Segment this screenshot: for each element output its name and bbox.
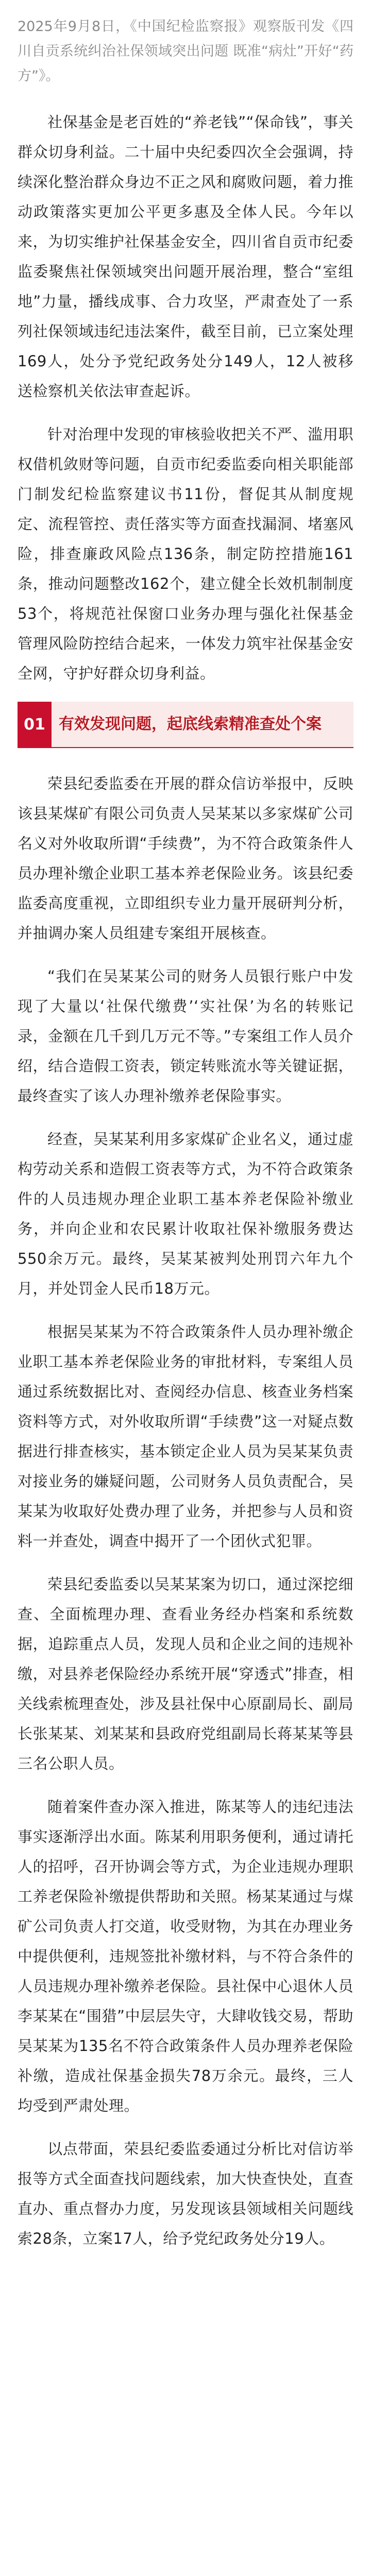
section-number: 01 [18, 702, 52, 747]
article-meta: 2025年9月8日，《中国纪检监察报》观察版刊发《四川自贡系统纠治社保领域突出问题 既准“病灶”开好“药方”》。 [18, 19, 353, 84]
intro-paragraph: 社保基金是老百姓的“养老钱”“保命钱”，事关群众切身利益。二十届中央纪委四次全会强调，持续深化整治群众身边不正之风和腐败问题，着力推动政策落实更加公平更多惠及全体人民。今年以来，为切实维护社保基金安全，四川省自贡市纪委监委聚焦社保领域突出问题开展治理，整合“室组地”力量，播线成事、合力攻坚，严肃查处了一系列社保领域违纪违法案件，截至目前，已立案处理169人，处分予党纪政务处分149人，12人被移送检察机关依法审查起诉。 [18, 113, 353, 400]
body-paragraph: “我们在吴某某公司的财务人员银行账户中发现了大量以‘社保代缴费’‘实社保’为名的转账记录，金额在几千到几万元不等。”专案组工作人员介绍，结合造假工资表，锁定转账流水等关键证据，最终查实了该人办理补缴养老保险事实。 [18, 968, 353, 1105]
body-paragraph: 以点带面，荣县纪委监委通过分析比对信访举报等方式全面查找问题线索，加大快查快处，直查直办、重点督办力度，另发现该县领域相关问题线索28条，立案17人，给予党纪政务处分19人。 [18, 2140, 353, 2247]
section-heading [18, 702, 353, 748]
body-paragraph: 随着案件查办深入推进，陈某等人的违纪违法事实逐渐浮出水面。陈某利用职务便利，通过请托人的招呼，召开协调会等方式，为企业违规办理职工养老保险补缴提供帮助和关照。杨某某通过与煤矿公司负责人打交道，收受财物，为其在办理业务中提供便利，违规签批补缴材料，与不符合条件的人员违规办理补缴养老保险。县社保中心退休人员李某某在“围猎”中层层失守，大肆收钱交易，帮助吴某某为135名不符合政策条件人员办理养老保险补缴，造成社保基金损失78万余元。最终，三人均受到严肃处理。 [18, 1798, 353, 2114]
body-paragraph: 荣县纪委监委以吴某某案为切口，通过深挖细查、全面梳理办理、查看业务经办档案和系统数据，追踪重点人员，发现人员和企业之间的违规补缴，对县养老保险经办系统开展“穿透式”排查，相关线索梳理查处，涉及县社保中心原副局长、副局长张某某、刘某某和县政府党组副局长蒋某某等县三名公职人员。 [18, 1575, 353, 1772]
intro-paragraph: 针对治理中发现的审核验收把关不严、滥用职权借机敛财等问题，自贡市纪委监委向相关职能部门制发纪检监察建议书11份，督促其从制度规定、流程管控、责任落实等方面查找漏洞、堵塞风险，排查廉政风险点136条，制定防控措施161条，推动问题整改162个，建立健全长效机制制度53个，将规范社保窗口业务办理与强化社保基金管理风险防控结合起来，一体发力筑牢社保基金安全网，守护好群众切身利益。 [18, 426, 353, 682]
body-paragraph: 根据吴某某为不符合政策条件人员办理补缴企业职工基本养老保险业务的审批材料，专案组人员通过系统数据比对、查阅经办信息、核查业务档案资料等方式，对外收取所谓“手续费”这一对疑点数据进行排查核实，基本锁定企业人员为吴某某负责对接业务的嫌疑问题，公司财务人员负责配合，吴某某为收取好处费办理了业务，并把参与人员和资料一并查处，调查中揭开了一个团伙式犯罪。 [18, 1323, 353, 1550]
section-title: 有效发现问题，起底线索精准查处个案 [52, 702, 353, 747]
body-paragraph: 荣县纪委监委在开展的群众信访举报中，反映该县某煤矿有限公司负责人吴某某以多家煤矿公司名义对外收取所谓“手续费”，为不符合政策条件人员办理补缴企业职工基本养老保险业务。该县纪委监委高度重视，立即组织专业力量开展研判分析，并抽调办案人员组建专案组开展核查。 [18, 775, 353, 942]
body-paragraph: 经查，吴某某利用多家煤矿企业名义，通过虚构劳动关系和造假工资表等方式，为不符合政策条件的人员违规办理企业职工基本养老保险补缴业务，并向企业和农民累计收取社保补缴服务费达550余万元。最终，吴某某被判处刑罚六年九个月，并处罚金人民币18万元。 [18, 1130, 353, 1297]
